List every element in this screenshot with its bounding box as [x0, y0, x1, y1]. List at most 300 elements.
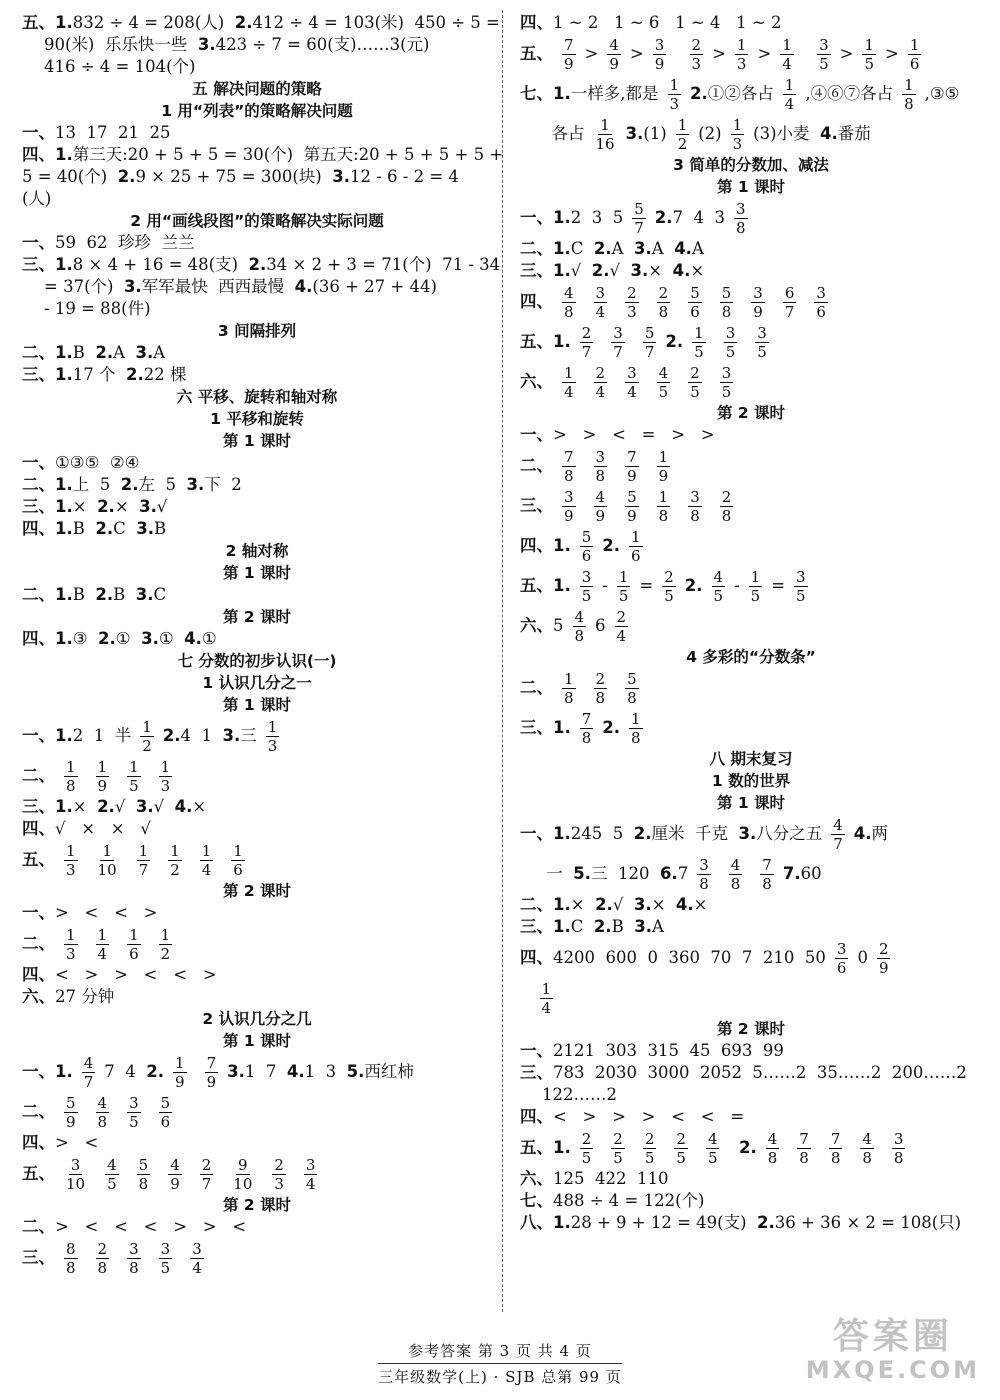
fraction-numerator: 3	[736, 200, 746, 218]
answer-text: 1 3	[304, 1062, 347, 1081]
fraction-numerator: 7	[564, 36, 574, 54]
fraction-denominator: 2	[142, 737, 152, 755]
fraction-denominator: 3	[691, 55, 702, 73]
answer-text: ①	[115, 629, 142, 648]
fraction	[794, 569, 808, 604]
section-heading: 第 2 课时	[222, 1196, 292, 1214]
fraction	[137, 843, 151, 878]
section-heading: 第 1 课时	[222, 564, 292, 582]
fraction-denominator: 2	[170, 861, 180, 879]
answer-text: 12 - 6 - 2 = 4	[349, 167, 459, 186]
answer-text: 4200 600 0 360 70 7 210 50	[553, 948, 826, 967]
answer-text: -	[734, 576, 740, 595]
answer-text: √ × × √	[55, 819, 151, 838]
answer-text: > < < >	[55, 903, 158, 922]
question-number: 五、1.	[22, 13, 73, 32]
question-number: 三、1.	[22, 497, 73, 516]
fraction	[668, 77, 682, 112]
question-number: 二、	[22, 766, 55, 785]
question-number: 7.	[782, 864, 801, 883]
fraction	[562, 671, 576, 706]
answer-text: ③	[72, 629, 99, 648]
question-number: 一、1.	[22, 1062, 73, 1081]
fraction-numerator: 4	[833, 816, 843, 834]
question-number: 二、1.	[22, 343, 73, 362]
answer-line	[520, 114, 982, 154]
fraction-numerator: 1	[142, 718, 152, 736]
section-heading: 1 用“列表”的策略解决问题	[161, 102, 353, 120]
fraction-numerator: 3	[627, 364, 637, 382]
answer-text: 各占	[520, 124, 585, 143]
fraction-denominator: 8	[631, 729, 641, 747]
fraction-numerator: 5	[138, 1156, 149, 1174]
fraction	[657, 365, 671, 400]
answer-text: 9 × 25 + 75 = 300(块)	[135, 167, 333, 186]
answer-line	[520, 1190, 982, 1212]
answer-line	[520, 198, 982, 238]
fraction-numerator: 1	[864, 36, 875, 54]
question-number: 4.	[675, 895, 694, 914]
fraction	[594, 285, 608, 320]
answer-line	[520, 1212, 982, 1234]
fraction-numerator: 2	[878, 940, 889, 958]
fraction-denominator: 5	[757, 343, 767, 361]
fraction-denominator: 9	[564, 507, 574, 525]
fraction-numerator: 1	[138, 842, 149, 860]
answer-line	[22, 1052, 492, 1092]
fraction-numerator: 1	[904, 76, 914, 94]
question-number: 四、	[520, 292, 553, 311]
fraction-numerator: 1	[564, 670, 574, 688]
answer-text: 厘米 千克	[651, 824, 739, 843]
question-number: 三、1.	[22, 365, 73, 384]
question-number: 四、	[22, 819, 55, 838]
fraction-numerator: 2	[691, 36, 702, 54]
answer-line	[520, 1168, 982, 1190]
fraction-numerator: 1	[129, 926, 139, 944]
fraction-numerator: 1	[97, 926, 108, 944]
answer-text	[803, 44, 808, 63]
answer-text: √	[156, 497, 168, 516]
fraction-denominator: 8	[66, 777, 76, 795]
answer-text: 一	[520, 864, 574, 883]
answer-text: >	[885, 44, 899, 63]
fraction-denominator: 9	[170, 1175, 180, 1193]
fraction	[860, 1131, 874, 1166]
fraction	[593, 117, 616, 152]
fraction-numerator: 3	[581, 568, 592, 586]
question-number: 三、1.	[520, 261, 571, 280]
fraction-numerator: 6	[784, 284, 795, 302]
answer-text: A	[153, 343, 166, 362]
answer-text: ,③⑤	[924, 84, 960, 103]
answer-line	[520, 1106, 982, 1128]
fraction	[159, 927, 173, 962]
question-number: 八、1.	[520, 1213, 571, 1232]
question-number: 4.	[294, 277, 313, 296]
fraction-denominator: 8	[581, 729, 592, 747]
fraction	[82, 1055, 96, 1090]
answer-text: 军军最快 西西最慢	[141, 277, 295, 296]
fraction	[783, 77, 797, 112]
fraction-numerator: 4	[707, 1130, 718, 1148]
answer-text: = 37(个)	[44, 277, 124, 296]
fraction-numerator: 4	[574, 608, 585, 626]
fraction-numerator: 5	[644, 324, 655, 342]
question-number: 五、1.	[520, 1138, 571, 1157]
fraction	[676, 117, 690, 152]
question-number: 四、1.	[520, 536, 571, 555]
fraction-denominator: 5	[664, 587, 674, 605]
fraction-denominator: 8	[893, 1149, 904, 1167]
question-number: 2.	[593, 917, 612, 936]
fraction-denominator: 7	[644, 343, 655, 361]
fraction-numerator: 1	[102, 842, 112, 860]
fraction-denominator: 3	[736, 55, 747, 73]
answer-text: 第三天:20 + 5 + 5 = 30(个) 第五天:20 + 5 + 5 + 5 +	[72, 145, 504, 164]
fraction-numerator: 4	[862, 1130, 872, 1148]
fraction-numerator: 1	[129, 758, 139, 776]
question-number: 一、	[22, 123, 55, 142]
question-number: 二、	[520, 456, 553, 475]
answer-text: A	[651, 239, 675, 258]
fraction-numerator: 4	[83, 1054, 94, 1072]
fraction	[64, 1095, 78, 1130]
fraction	[625, 489, 639, 524]
fraction	[580, 1131, 594, 1166]
fraction-denominator: 9	[97, 777, 108, 795]
question-number: 3.	[139, 497, 157, 516]
fraction-denominator: 2	[677, 135, 688, 153]
answer-line	[520, 260, 982, 282]
fraction	[64, 927, 78, 962]
fraction-denominator: 9	[753, 303, 763, 321]
question-number: 5.	[573, 864, 591, 883]
answer-text: ×	[693, 895, 708, 914]
answer-text: >	[712, 44, 726, 63]
section-heading: 2 用“画线段图”的策略解决实际问题	[130, 212, 384, 230]
answer-line	[22, 342, 492, 364]
fraction-denominator: 8	[767, 1149, 778, 1167]
fraction	[734, 201, 748, 236]
fraction-numerator: 4	[730, 856, 741, 874]
fraction-numerator: 3	[816, 284, 826, 302]
fraction-numerator: 4	[658, 364, 669, 382]
fraction	[64, 1157, 87, 1192]
answer-line	[22, 924, 492, 964]
fraction-denominator: 8	[138, 1175, 149, 1193]
fraction-denominator: 8	[699, 875, 709, 893]
question-number: 3.	[135, 797, 154, 816]
answer-text: 西红柿	[364, 1062, 414, 1081]
fraction-numerator: 2	[644, 1130, 655, 1148]
answer-line	[22, 364, 492, 386]
fraction-numerator: 3	[129, 1240, 139, 1258]
answer-text: ×	[72, 797, 98, 816]
question-number: 一、	[22, 903, 55, 922]
answer-line	[520, 322, 982, 362]
question-number: 四、	[520, 13, 553, 32]
answer-text: >	[757, 44, 772, 63]
fraction-denominator: 9	[595, 507, 606, 525]
fraction-denominator: 5	[819, 55, 829, 73]
answer-text: 番茄	[837, 124, 871, 143]
question-number: 4.	[674, 239, 692, 258]
fraction-denominator: 5	[721, 383, 732, 401]
fraction-denominator: 3	[160, 777, 171, 795]
answer-line	[22, 1092, 492, 1132]
fraction-denominator: 8	[690, 507, 700, 525]
answer-line	[22, 986, 492, 1008]
fraction-denominator: 5	[658, 383, 669, 401]
fraction-denominator: 9	[564, 55, 574, 73]
fraction-denominator: 8	[730, 875, 741, 893]
answer-text: 4 1	[180, 726, 223, 745]
answer-line	[520, 708, 982, 748]
question-number: 四、1.	[22, 519, 73, 538]
fraction-numerator: 1	[631, 528, 641, 546]
answer-text: A	[652, 917, 664, 936]
answer-text: >	[839, 44, 854, 63]
question-number: 6.	[659, 864, 678, 883]
answer-line	[520, 362, 982, 402]
left-column	[22, 12, 504, 1278]
fraction-denominator: 6	[160, 1113, 171, 1131]
fraction-numerator: 3	[564, 488, 574, 506]
fraction-numerator: 1	[66, 758, 76, 776]
fraction	[817, 37, 831, 72]
answer-line	[520, 1128, 982, 1168]
fraction	[64, 1241, 78, 1276]
answer-line	[520, 814, 982, 854]
answer-line	[520, 566, 982, 606]
fraction	[127, 1095, 141, 1130]
section-heading: 第 1 课时	[716, 794, 786, 812]
fraction	[697, 857, 711, 892]
answer-text: 左 5	[138, 475, 187, 494]
fraction-denominator: 9	[66, 1113, 76, 1131]
answer-line	[520, 1040, 982, 1062]
answer-text: 2121 303 315 45 693 99	[553, 1041, 784, 1060]
fraction	[835, 941, 849, 976]
fraction-numerator: 4	[609, 36, 619, 54]
question-number: 3.	[332, 167, 350, 186]
section-heading: 六 平移、旋转和轴对称	[176, 388, 338, 406]
answer-line	[22, 840, 492, 880]
fraction-denominator: 8	[721, 507, 732, 525]
section-heading: 1 平移和旋转	[210, 410, 304, 428]
question-number: 四、	[22, 1133, 55, 1152]
answer-text: =	[771, 576, 786, 595]
fraction	[580, 569, 594, 604]
section-heading: 第 2 课时	[222, 882, 292, 900]
fraction-numerator: 3	[796, 568, 806, 586]
fraction-numerator: 1	[201, 842, 212, 860]
question-number: 3.	[136, 519, 154, 538]
section-heading: 3 简单的分数加、减法	[673, 156, 829, 174]
fraction-denominator: 9	[175, 1073, 185, 1091]
fraction-numerator: 2	[627, 284, 637, 302]
section-heading: 第 2 课时	[716, 404, 786, 422]
answer-text: A	[611, 239, 635, 258]
question-number: 三、1.	[22, 255, 73, 274]
answer-text: A	[691, 239, 704, 258]
fraction-numerator: 1	[160, 758, 171, 776]
question-number: 4.	[184, 629, 202, 648]
question-number: 二、1.	[520, 895, 571, 914]
fraction	[755, 325, 769, 360]
fraction	[617, 569, 631, 604]
fraction-numerator: 8	[66, 1240, 76, 1258]
section-heading: 五 解决问题的策略	[192, 80, 322, 98]
fraction-denominator: 6	[909, 55, 920, 73]
fraction-numerator: 2	[658, 284, 669, 302]
fraction-numerator: 7	[564, 448, 574, 466]
question-number: 3.	[135, 585, 154, 604]
fraction	[168, 843, 182, 878]
answer-text: C	[113, 519, 137, 538]
fraction-numerator: 5	[721, 284, 732, 302]
fraction	[674, 1131, 688, 1166]
fraction	[902, 77, 916, 112]
section-heading: 2 认识几分之几	[202, 1010, 312, 1028]
fraction-denominator: 8	[595, 689, 606, 707]
answer-text: 1 7	[244, 1062, 287, 1081]
fraction-numerator: 5	[690, 284, 700, 302]
fraction-denominator: 8	[658, 303, 669, 321]
answer-text: (1)	[643, 124, 667, 143]
fraction-numerator: 4	[713, 568, 724, 586]
fraction-numerator: 1	[677, 116, 688, 134]
question-number: 2.	[125, 365, 144, 384]
fraction	[625, 671, 639, 706]
answer-text: 三 120	[590, 864, 660, 883]
question-number: 六、	[520, 616, 553, 635]
fraction-denominator: 7	[634, 219, 644, 237]
fraction-denominator: 2	[160, 945, 171, 963]
fraction-denominator: 6	[233, 861, 243, 879]
question-number: 二、1.	[520, 239, 571, 258]
fraction-denominator: 5	[160, 1259, 171, 1277]
right-column	[520, 12, 982, 1234]
answer-text: 28 + 9 + 12 = 49(支)	[570, 1213, 758, 1232]
answer-text: ×	[651, 895, 676, 914]
fraction-denominator: 4	[541, 999, 552, 1017]
question-number: 3.	[633, 895, 652, 914]
footer-book-info: 三年级数学(上) · SJB 总第 99 页	[378, 1368, 622, 1386]
fraction-numerator: 7	[206, 1054, 217, 1072]
fraction	[190, 1241, 204, 1276]
fraction-denominator: 4	[97, 945, 108, 963]
fraction-denominator: 5	[581, 587, 592, 605]
question-number: 六、	[520, 1169, 553, 1188]
fraction-denominator: 9	[658, 467, 669, 485]
fraction-denominator: 5	[750, 587, 761, 605]
fraction-denominator: 5	[129, 1113, 139, 1131]
question-number: 3.	[123, 277, 142, 296]
question-number: 2.	[95, 343, 114, 362]
question-number: 2.	[97, 797, 115, 816]
fraction	[137, 1157, 151, 1192]
fraction	[692, 325, 706, 360]
answer-text: ×	[72, 497, 98, 516]
fraction-numerator: 4	[97, 1094, 108, 1112]
answer-line	[22, 144, 504, 166]
question-number: 2.	[95, 585, 114, 604]
question-number: 4.	[820, 124, 838, 143]
question-number: 2.	[602, 718, 621, 737]
answer-text: 60	[800, 864, 822, 883]
answer-line	[22, 12, 500, 34]
fraction-denominator: 4	[627, 383, 637, 401]
fraction	[159, 1095, 173, 1130]
fraction-numerator: 1	[175, 1054, 185, 1072]
question-number: 一、1.	[22, 726, 73, 745]
question-number: 四、1.	[22, 629, 73, 648]
answer-line	[520, 238, 982, 260]
fraction-numerator: 1	[736, 36, 747, 54]
question-number: 七、	[520, 1191, 553, 1210]
question-number: 二、1.	[22, 475, 73, 494]
answer-text: 两	[871, 824, 889, 843]
answer-text: 7 4	[104, 1062, 147, 1081]
fraction	[724, 325, 738, 360]
fraction-denominator: 5	[796, 587, 806, 605]
question-number: 2.	[234, 13, 253, 32]
fraction-numerator: 3	[654, 36, 665, 54]
answer-text: 423 ÷ 7 = 60(支)……3(元)	[215, 35, 430, 54]
fraction-denominator: 7	[581, 343, 592, 361]
fraction-denominator: 3	[732, 135, 743, 153]
question-number: 2.	[684, 576, 703, 595]
fraction-numerator: 5	[627, 670, 637, 688]
question-number: 五、1.	[520, 332, 571, 351]
fraction-numerator: 3	[836, 940, 847, 958]
answer-line	[22, 232, 492, 254]
fraction	[749, 569, 763, 604]
fraction	[629, 711, 643, 746]
fraction-numerator: 5	[627, 488, 637, 506]
fraction	[615, 609, 629, 644]
fraction-numerator: 3	[305, 1156, 316, 1174]
fraction-denominator: 7	[201, 1175, 212, 1193]
answer-line	[22, 496, 492, 518]
fraction-denominator: 7	[83, 1073, 94, 1091]
fraction	[64, 843, 78, 878]
answer-line	[22, 298, 492, 320]
fraction-denominator: 6	[581, 547, 592, 565]
answer-line	[520, 894, 982, 916]
question-number: 一、	[520, 1041, 553, 1060]
fraction-numerator: 3	[721, 364, 732, 382]
answer-text: √	[612, 895, 634, 914]
fraction-numerator: 1	[658, 448, 669, 466]
fraction	[657, 489, 671, 524]
fraction	[735, 37, 749, 72]
question-number: 五、1.	[520, 576, 571, 595]
fraction-denominator: 8	[658, 507, 669, 525]
answer-text: ×	[570, 895, 596, 914]
fraction-numerator: 2	[595, 670, 606, 688]
answer-text: 上 5	[72, 475, 121, 494]
fraction	[829, 1131, 843, 1166]
fraction	[562, 449, 576, 484]
answer-text: 八分之五	[756, 824, 823, 843]
section-heading: 七 分数的初步认识(一)	[177, 652, 337, 670]
answer-text: 13 17 21 25	[55, 123, 171, 142]
question-number: 2.	[665, 332, 684, 351]
fraction-numerator: 1	[170, 842, 180, 860]
